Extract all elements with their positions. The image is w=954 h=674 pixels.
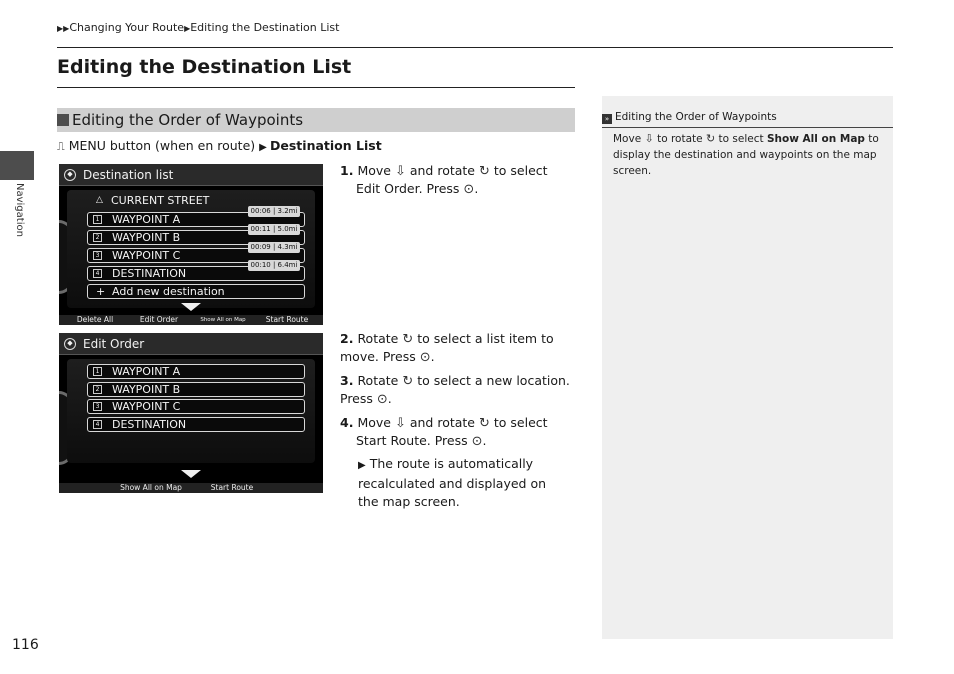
reference-icon: » [602, 114, 612, 124]
add-destination-button[interactable]: + Add new destination [87, 284, 305, 299]
list-item[interactable]: △ CURRENT STREET [96, 194, 210, 207]
scroll-down-icon [181, 470, 201, 478]
divider [57, 87, 575, 88]
rotate-dial-icon: ↻ [478, 416, 490, 431]
edit-order-screen [59, 333, 323, 493]
destination-marker-icon: 4 [93, 269, 102, 278]
edit-order-button[interactable]: Edit Order [139, 315, 179, 324]
list-item[interactable]: 3 WAYPOINT C [87, 248, 305, 263]
ui-label: Show All on Map [766, 133, 865, 145]
square-bullet-icon [57, 114, 69, 126]
page-number: 116 [12, 637, 39, 653]
destination-marker-icon: 4 [93, 420, 102, 429]
waypoint-marker-icon: 2 [93, 233, 102, 242]
list-item[interactable]: 4 DESTINATION [87, 417, 305, 432]
chapter-label: Navigation [14, 183, 25, 237]
screen-title-bar [59, 164, 323, 186]
waypoint-marker-icon: 3 [93, 402, 102, 411]
arrow-icon: ▶ [184, 24, 191, 33]
arrow-icon: ▶ [358, 460, 366, 471]
eta-distance: 00:09 | 4.3mi [248, 242, 300, 253]
rotate-dial-icon: ↻ [705, 132, 716, 145]
move-joystick-icon: ⇩ [394, 416, 406, 431]
sidebar-heading: » Editing the Order of Waypoints [602, 108, 893, 128]
list-item[interactable]: 2 WAYPOINT B [87, 230, 305, 245]
page-title: Editing the Destination List [57, 56, 352, 78]
step-3: 3. Rotate ↻ to select a new location. Press ⊙. [340, 373, 570, 407]
delete-all-button[interactable]: Delete All [76, 315, 114, 324]
path-prefix: MENU button (when en route) [68, 138, 256, 153]
navigation-icon: ◆ [64, 169, 76, 181]
eta-distance: 00:11 | 5.0mi [248, 224, 300, 235]
step-4: 4. Move ⇩ and rotate ↻ to select Start Route. Press ⊙. [340, 415, 548, 449]
arrow-icon: ▶▶ [57, 24, 70, 33]
waypoint-marker-icon: 1 [93, 367, 102, 376]
menu-path [57, 138, 382, 154]
press-enter-icon: ⊙ [376, 392, 388, 407]
breadcrumb-item[interactable]: Changing Your Route [69, 21, 185, 34]
step-note: ▶ The route is automatically recalculated and displayed on the map screen. [358, 456, 547, 509]
show-all-on-map-button[interactable]: Show All on Map [120, 483, 182, 492]
divider [57, 47, 893, 48]
softkey-bar [59, 483, 323, 493]
list-item[interactable]: 4 DESTINATION [87, 266, 305, 281]
scroll-down-icon [181, 303, 201, 311]
move-joystick-icon: ⇩ [644, 132, 654, 145]
chapter-tab [0, 151, 34, 180]
navigation-icon: ◆ [64, 338, 76, 350]
sidebar-text: Move ⇩ to rotate ↻ to select Show All on Map to display the destination and waypoints on the map screen. [613, 132, 879, 177]
eta-distance: 00:06 | 3.2mi [248, 206, 300, 217]
screen-title: Edit Order [83, 337, 145, 351]
step-2: 2. Rotate ↻ to select a list item to move. Press ⊙. [340, 331, 554, 365]
screen-title: Destination list [83, 168, 174, 182]
list-item[interactable]: 1 WAYPOINT A [87, 364, 305, 379]
breadcrumb [57, 21, 339, 34]
press-enter-icon: ⊙ [463, 182, 475, 197]
show-all-on-map-button[interactable]: Show All on Map [200, 317, 246, 323]
ui-label: Edit Order [356, 181, 419, 196]
press-enter-icon: ⊙ [419, 350, 431, 365]
waypoint-marker-icon: 1 [93, 215, 102, 224]
waypoint-marker-icon: 2 [93, 385, 102, 394]
waypoint-marker-icon: 3 [93, 251, 102, 260]
breadcrumb-item[interactable]: Editing the Destination List [190, 21, 340, 34]
section-heading-text: Editing the Order of Waypoints [72, 111, 304, 129]
arrow-icon: ▶ [259, 142, 271, 153]
list-item[interactable]: 1 WAYPOINT A [87, 212, 305, 227]
plus-icon: + [96, 285, 106, 298]
rotate-dial-icon: ↻ [402, 332, 414, 347]
rotate-dial-icon: ↻ [478, 164, 490, 179]
move-joystick-icon: ⇩ [394, 164, 406, 179]
ui-label: Start Route [356, 433, 427, 448]
rotate-dial-icon: ↻ [402, 374, 414, 389]
step-1: 1. Move ⇩ and rotate ↻ to select Edit Order. Press ⊙. [340, 163, 548, 197]
menu-button-icon: ⎍ [57, 140, 65, 153]
press-enter-icon: ⊙ [471, 434, 483, 449]
list-item[interactable]: 2 WAYPOINT B [87, 382, 305, 397]
start-route-button[interactable]: Start Route [265, 315, 309, 324]
destination-list-screen [59, 164, 323, 325]
start-route-button[interactable]: Start Route [210, 483, 254, 492]
start-icon: △ [96, 195, 103, 205]
list-item[interactable]: 3 WAYPOINT C [87, 399, 305, 414]
screen-title-bar [59, 333, 323, 355]
path-target: Destination List [270, 138, 382, 153]
section-heading [57, 108, 575, 132]
eta-distance: 00:10 | 6.4mi [248, 260, 300, 271]
